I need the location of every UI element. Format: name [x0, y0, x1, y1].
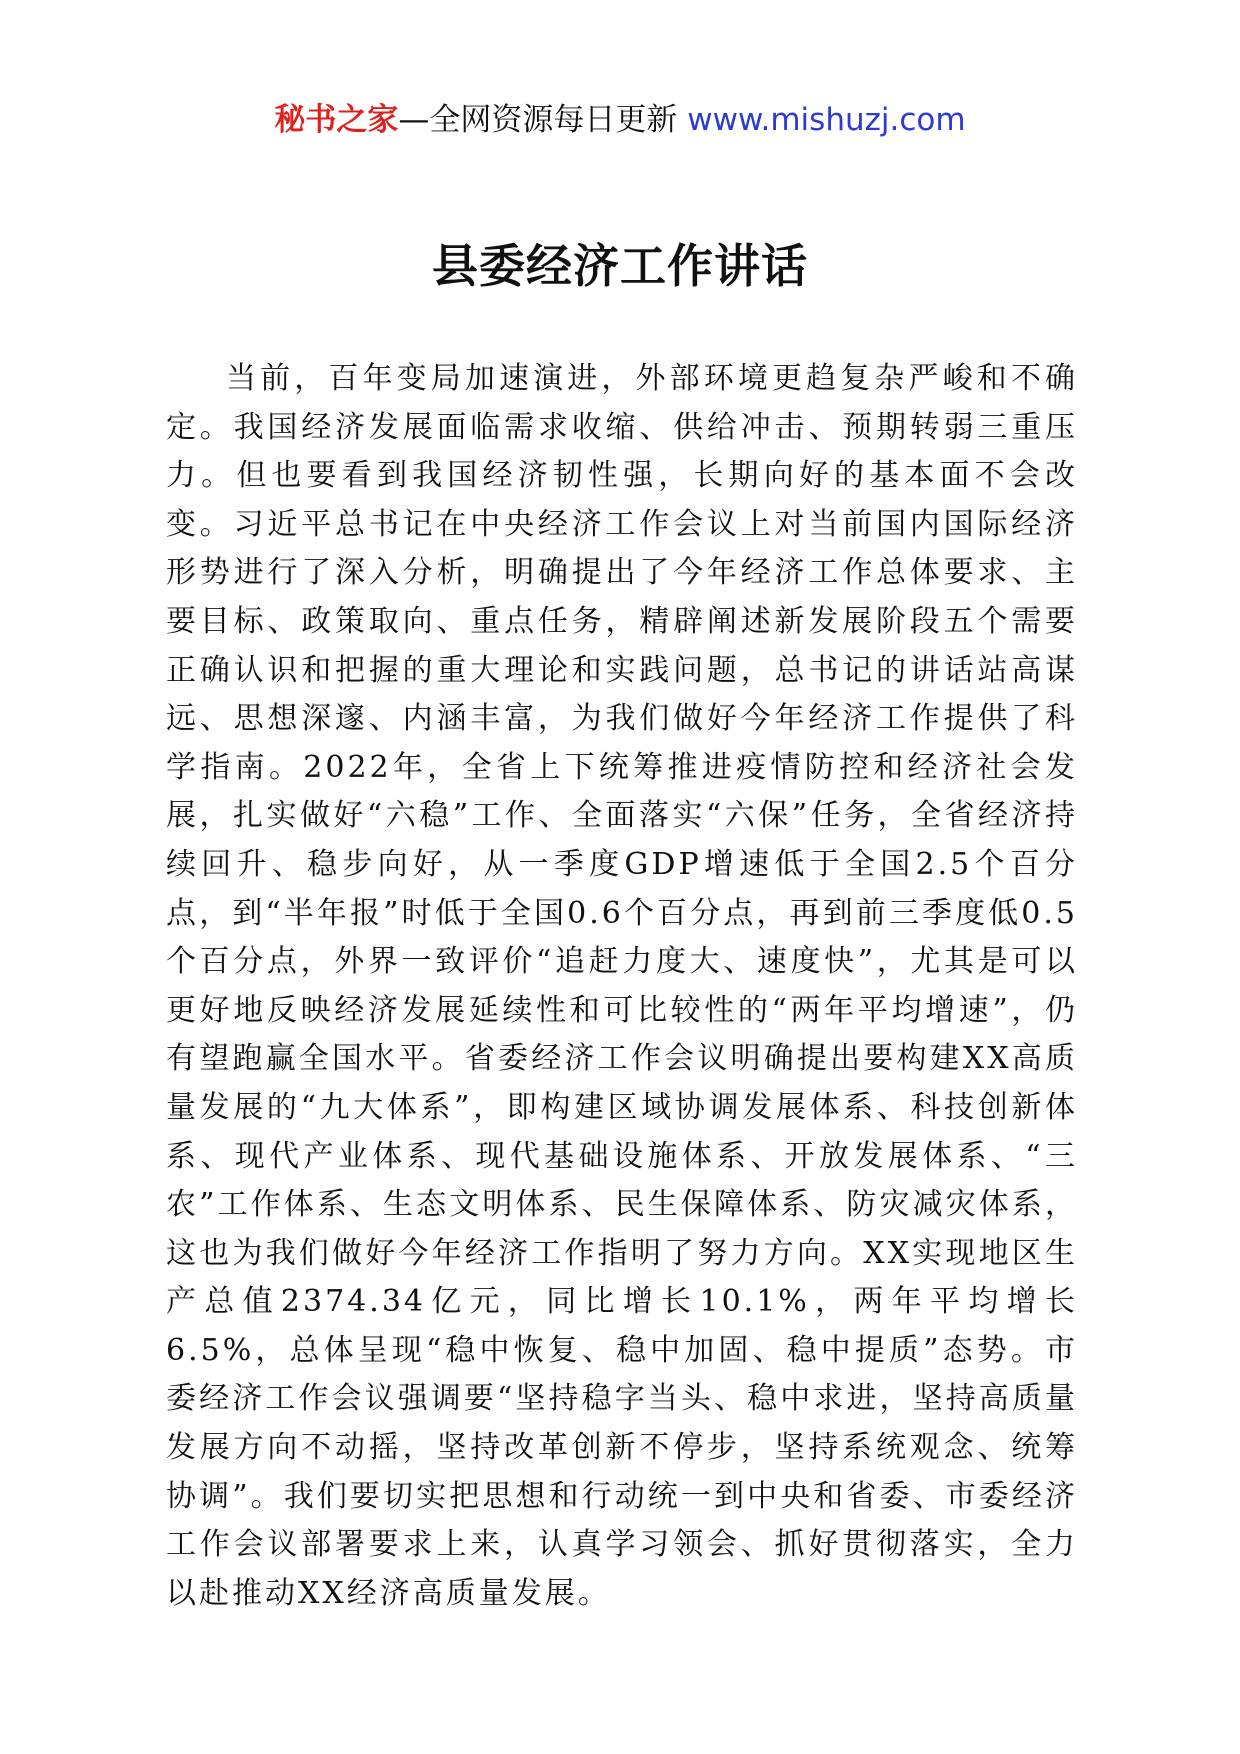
site-url-link[interactable]: www.mishuzj.com	[687, 102, 966, 138]
site-header	[0, 98, 1240, 142]
brand-name: 秘书之家	[274, 102, 399, 138]
body-paragraph: 当前，百年变局加速演进，外部环境更趋复杂严峻和不确定。我国经济发展面临需求收缩、供给冲击、预期转弱三重压力。但也要看到我国经济韧性强，长期向好的基本面不会改变。习近平总书记在中央经济工作会议上对当前国内国际经济形势进行了深入分析，明确提出了今年经济工作总体要求、主要目标、政策取向、重点任务，精辟阐述新发展阶段五个需要正确认识和把握的重大理论和实践问题，总书记的讲话站高谋远、思想深邃、内涵丰富，为我们做好今年经济工作提供了科学指南。2022年，全省上下统筹推进疫情防控和经济社会发展，扎实做好“六稳”工作、全面落实“六保”任务，全省经济持续回升、稳步向好，从一季度GDP增速低于全国2.5个百分点，到“半年报”时低于全国0.6个百分点，再到前三季度低0.5个百分点，外界一致评价“追赶力度大、速度快”，尤其是可以更好地反映经济发展延续性和可比较性的“两年平均增速”，仍有望跑赢全国水平。省委经济工作会议明确提出要构建XX高质量发展的“九大体系”，即构建区域协调发展体系、科技创新体系、现代产业体系、现代基础设施体系、开放发展体系、“三农”工作体系、生态文明体系、民生保障体系、防灾减灾体系，这也为我们做好今年经济工作指明了努力方向。XX实现地区生产总值2374.34亿元，同比增长10.1%，两年平均增长6.5%，总体呈现“稳中恢复、稳中加固、稳中提质”态势。市委经济工作会议强调要“坚持稳字当头、稳中求进，坚持高质量发展方向不动摇，坚持改革创新不停步，坚持系统观念、统筹协调”。我们要切实把思想和行动统一到中央和省委、市委经济工作会议部署要求上来，认真学习领会、抓好贯彻落实，全力以赴推动XX经济高质量发展。	[166, 361, 1078, 1611]
header-tagline: 全网资源每日更新	[429, 102, 678, 138]
document-title: 县委经济工作讲话	[432, 239, 808, 293]
header-separator: —	[398, 102, 430, 138]
